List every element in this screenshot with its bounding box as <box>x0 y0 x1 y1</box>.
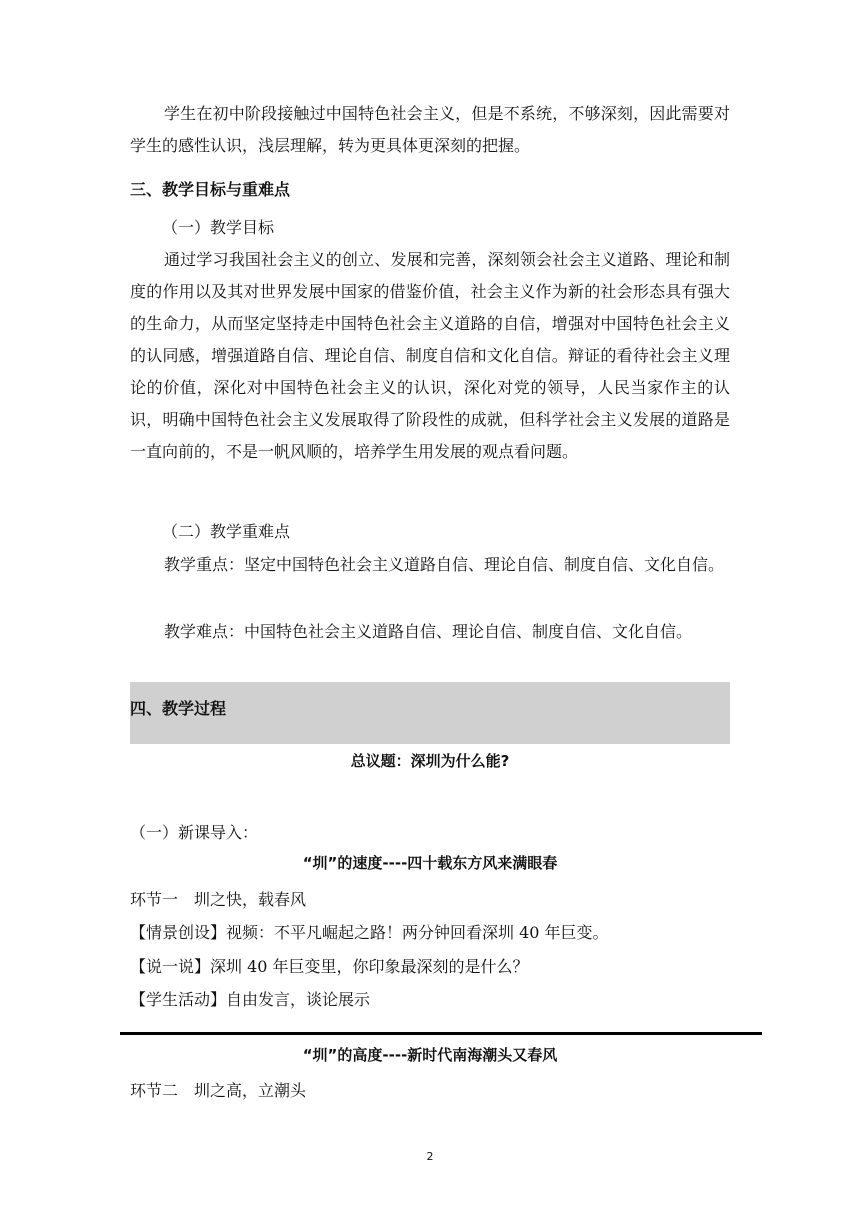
main-topic-title: 总议题：深圳为什么能? <box>350 752 510 770</box>
section-heading-process: 四、教学过程 <box>130 699 227 718</box>
scene-setting: 【情景创设】视频：不平凡崛起之路！两分钟回看深圳 40 年巨变。 <box>130 923 609 942</box>
link-two: 环节二 圳之高，立潮头 <box>130 1081 307 1100</box>
intro-label: （一）新课导入： <box>130 823 259 842</box>
subsection-heading-goals: （一）教学目标 <box>162 218 275 237</box>
speed-title: “圳”的速度----四十载东方风来满眼春 <box>302 854 558 872</box>
student-activity: 【学生活动】自由发言，谈论展示 <box>130 990 371 1009</box>
paragraph-intro: 学生在初中阶段接触过中国特色社会主义，但是不系统，不够深刻，因此需要对学生的感性认识，浅层理解，转为更具体更深刻的把握。 <box>130 104 730 155</box>
subsection-heading-key-points: （二）教学重难点 <box>162 522 291 541</box>
section-heading-goals: 三、教学目标与重难点 <box>130 180 291 199</box>
paragraph-key-point: 教学重点：坚定中国特色社会主义道路自信、理论自信、制度自信、文化自信。 <box>164 555 725 574</box>
paragraph-difficult-point: 教学难点：中国特色社会主义道路自信、理论自信、制度自信、文化自信。 <box>164 622 693 641</box>
horizontal-rule <box>120 1032 762 1035</box>
talk-prompt: 【说一说】深圳 40 年巨变里，你印象最深刻的是什么？ <box>130 957 529 976</box>
height-title: “圳”的高度----新时代南海潮头又春风 <box>302 1046 558 1064</box>
link-one: 环节一 圳之快，载春风 <box>130 890 307 909</box>
page-number: 2 <box>426 1150 434 1163</box>
section-heading-band <box>130 682 730 744</box>
paragraph-goals: 通过学习我国社会主义的创立、发展和完善，深刻领会社会主义道路、理论和制度的作用以及其对世界发展中国家的借鉴价值，社会主义作为新的社会形态具有强大的生命力，从而坚定坚持走中国特色社会主义道路的自信，增强对中国特色社会主义的认同感，增强道路自信、理论自信、制度自信和文化自信。辩证的看待社会主义理论的价值，深化对中国特色社会主义的认识，深化对党的领导，人民当家作主的认识，明确中国特色社会主义发展取得了阶段性的成就，但科学社会主义发展的道路是一直向前的，不是一帆风顺的，培养学生用发展的观点看问题。 <box>130 250 730 461</box>
